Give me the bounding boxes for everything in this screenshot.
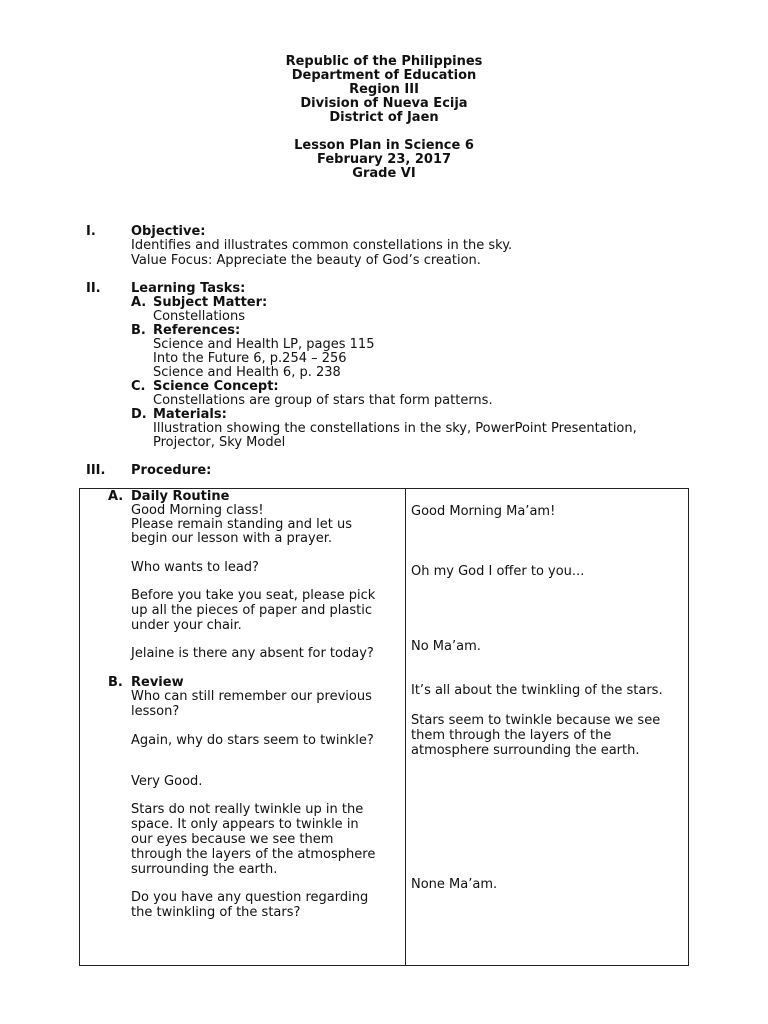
document-header bbox=[0, 55, 768, 181]
reference-line: Science and Health 6, p. 238 bbox=[153, 365, 341, 380]
teacher-line: our eyes because we see them bbox=[131, 832, 334, 847]
reference-line: Science and Health LP, pages 115 bbox=[153, 337, 375, 352]
header-line: Department of Education bbox=[291, 68, 477, 83]
header-line: Region III bbox=[349, 82, 419, 97]
science-concept-line: Constellations are group of stars that form patterns. bbox=[153, 393, 493, 408]
teacher-line: the twinkling of the stars? bbox=[131, 905, 301, 920]
teacher-line: under your chair. bbox=[131, 618, 242, 633]
teacher-line: Very Good. bbox=[131, 774, 203, 789]
lesson-date: February 23, 2017 bbox=[316, 152, 452, 167]
procedure-number: III. bbox=[86, 463, 106, 478]
materials-heading: Materials: bbox=[153, 407, 227, 422]
pupil-line: No Ma’am. bbox=[411, 639, 481, 654]
science-concept-letter: C. bbox=[131, 379, 146, 394]
teacher-line: Please remain standing and let us bbox=[131, 517, 352, 532]
science-concept-heading: Science Concept: bbox=[153, 379, 279, 394]
procedure-heading: Procedure: bbox=[131, 463, 212, 478]
daily-routine-letter: A. bbox=[108, 489, 124, 504]
learning-tasks-heading: Learning Tasks: bbox=[131, 281, 246, 296]
teacher-line: Jelaine is there any absent for today? bbox=[131, 646, 374, 661]
teacher-line: Good Morning class! bbox=[131, 503, 264, 518]
header-line: Division of Nueva Ecija bbox=[300, 96, 468, 111]
teacher-line: through the layers of the atmosphere bbox=[131, 847, 376, 862]
objective-line: Value Focus: Appreciate the beauty of God’s creation. bbox=[131, 253, 481, 268]
learning-tasks-number: II. bbox=[86, 281, 101, 296]
pupil-line: None Ma’am. bbox=[411, 877, 498, 892]
column-divider bbox=[405, 489, 406, 965]
review-letter: B. bbox=[108, 675, 123, 690]
subject-matter-letter: A. bbox=[131, 295, 147, 310]
teacher-line: Who wants to lead? bbox=[131, 560, 259, 575]
pupil-line: them through the layers of the bbox=[411, 728, 612, 743]
teacher-line: lesson? bbox=[131, 704, 180, 719]
pupil-line: Stars seem to twinkle because we see bbox=[411, 713, 661, 728]
procedure-table bbox=[79, 488, 689, 966]
materials-letter: D. bbox=[131, 407, 147, 422]
review-heading: Review bbox=[131, 675, 184, 690]
teacher-line: Who can still remember our previous bbox=[131, 689, 372, 704]
materials-line: Projector, Sky Model bbox=[153, 435, 286, 450]
teacher-line: Stars do not really twinkle up in the bbox=[131, 802, 364, 817]
teacher-line: Again, why do stars seem to twinkle? bbox=[131, 733, 374, 748]
subject-matter-heading: Subject Matter: bbox=[153, 295, 268, 310]
lesson-grade: Grade VI bbox=[352, 166, 416, 181]
teacher-line: space. It only appears to twinkle in bbox=[131, 817, 359, 832]
materials-line: Illustration showing the constellations in the sky, PowerPoint Presentation, bbox=[153, 421, 637, 436]
lesson-title: Lesson Plan in Science 6 bbox=[294, 138, 474, 153]
objective-heading: Objective: bbox=[131, 224, 206, 239]
objective-line: Identifies and illustrates common constellations in the sky. bbox=[131, 238, 513, 253]
teacher-line: surrounding the earth. bbox=[131, 862, 278, 877]
teacher-line: up all the pieces of paper and plastic bbox=[131, 603, 372, 618]
subject-matter-line: Constellations bbox=[153, 309, 246, 324]
teacher-line: Before you take you seat, please pick bbox=[131, 588, 376, 603]
teacher-line: begin our lesson with a prayer. bbox=[131, 531, 332, 546]
objective-number: I. bbox=[86, 224, 96, 239]
pupil-line: Oh my God I offer to you... bbox=[411, 564, 585, 579]
reference-line: Into the Future 6, p.254 – 256 bbox=[153, 351, 347, 366]
pupil-line: Good Morning Ma’am! bbox=[411, 504, 556, 519]
daily-routine-heading: Daily Routine bbox=[131, 489, 230, 504]
references-letter: B. bbox=[131, 323, 146, 338]
references-heading: References: bbox=[153, 323, 241, 338]
pupil-line: It’s all about the twinkling of the stars. bbox=[411, 683, 663, 698]
teacher-line: Do you have any question regarding bbox=[131, 890, 369, 905]
pupil-line: atmosphere surrounding the earth. bbox=[411, 743, 640, 758]
header-line: District of Jaen bbox=[329, 110, 439, 125]
header-line: Republic of the Philippines bbox=[285, 54, 483, 69]
